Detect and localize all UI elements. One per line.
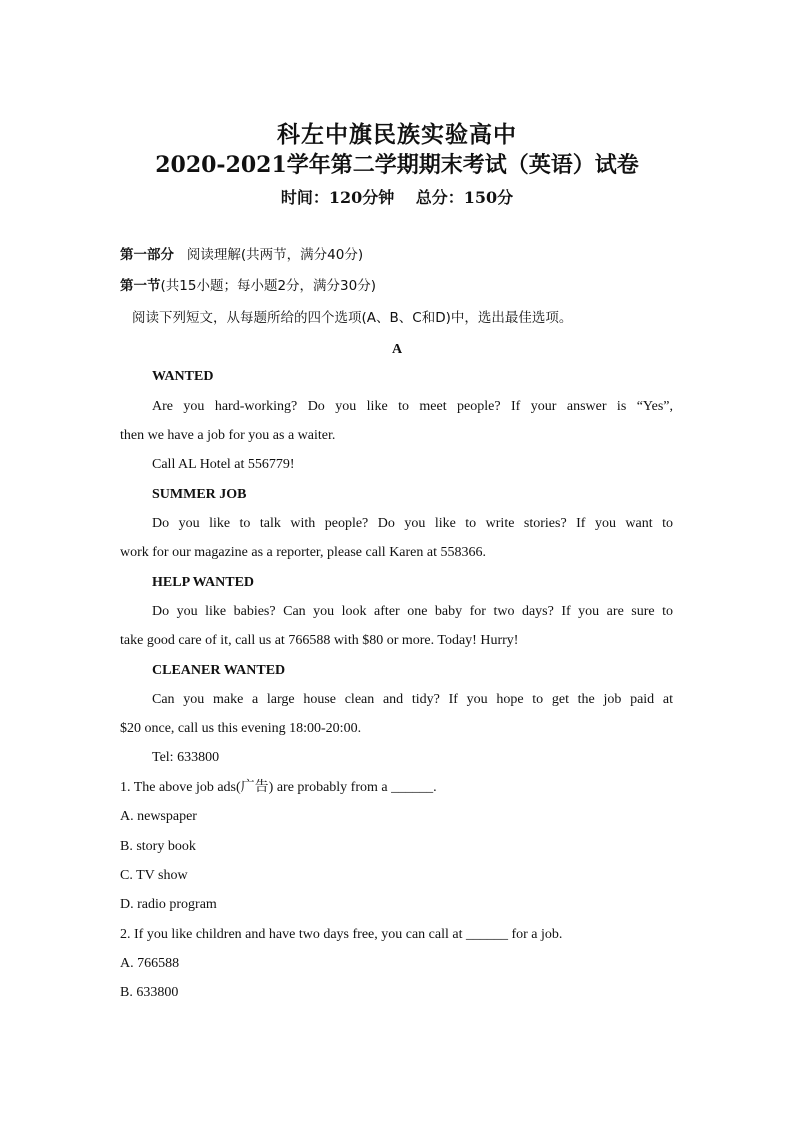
ad-text: Do you like babies? Can you look after one baby for two days? If you are sure to (152, 604, 673, 619)
part-label: 第一部分 (120, 247, 174, 263)
ad-heading-summer-job: SUMMER JOB (152, 487, 247, 502)
subsection-info: (共15小题；每小题2分，满分30分) (160, 278, 376, 294)
question-stem: 2. If you like children and have two days free, you can call at ______ for a job. (120, 927, 563, 942)
ad-heading-help-wanted: HELP WANTED (152, 575, 255, 590)
question-option: B. 633800 (120, 985, 179, 1000)
instructions: 阅读下列短文，从每题所给的四个选项(A、B、C和D)中，选出最佳选项。 (132, 310, 573, 326)
subsection-label: 第一节 (120, 278, 161, 294)
ad-text: take good care of it, call us at 766588 with $80 or more. Today! Hurry! (120, 633, 519, 648)
ad-text: Do you like to talk with people? Do you like to write stories? If you want to (152, 516, 673, 531)
part-title: 阅读理解(共两节，满分40分) (186, 247, 364, 263)
school-name: 科左中旗民族实验高中 (277, 121, 517, 148)
question-option: D. radio program (120, 897, 217, 912)
ad-text: work for our magazine as a reporter, please call Karen at 558366. (120, 545, 487, 560)
question-option: C. TV show (120, 868, 188, 883)
time-and-score: 时间：120分钟 总分：150分 (280, 188, 514, 207)
ad-heading-cleaner-wanted: CLEANER WANTED (152, 663, 286, 678)
question-option: A. newspaper (120, 809, 197, 824)
ad-text: Call AL Hotel at 556779! (152, 457, 295, 472)
question-stem: 1. The above job ads(广告) are probably from a ______. (120, 780, 437, 795)
question-option: A. 766588 (120, 956, 180, 971)
ad-text: Tel: 633800 (152, 750, 220, 765)
ad-text: then we have a job for you as a waiter. (120, 428, 336, 443)
passage-letter: A (391, 342, 403, 357)
question-option: B. story book (120, 839, 196, 854)
ad-text: Are you hard-working? Do you like to meet people? If your answer is “Yes”, (152, 399, 673, 414)
ad-text: $20 once, call us this evening 18:00-20:00. (120, 721, 362, 736)
ad-heading-wanted: WANTED (152, 369, 214, 384)
subsection-heading (120, 277, 376, 295)
ad-text: Can you make a large house clean and tidy? If you hope to get the job paid at (152, 692, 673, 707)
exam-title: 2020-2021学年第二学期期末考试（英语）试卷 (155, 152, 639, 178)
part-heading (120, 246, 363, 264)
